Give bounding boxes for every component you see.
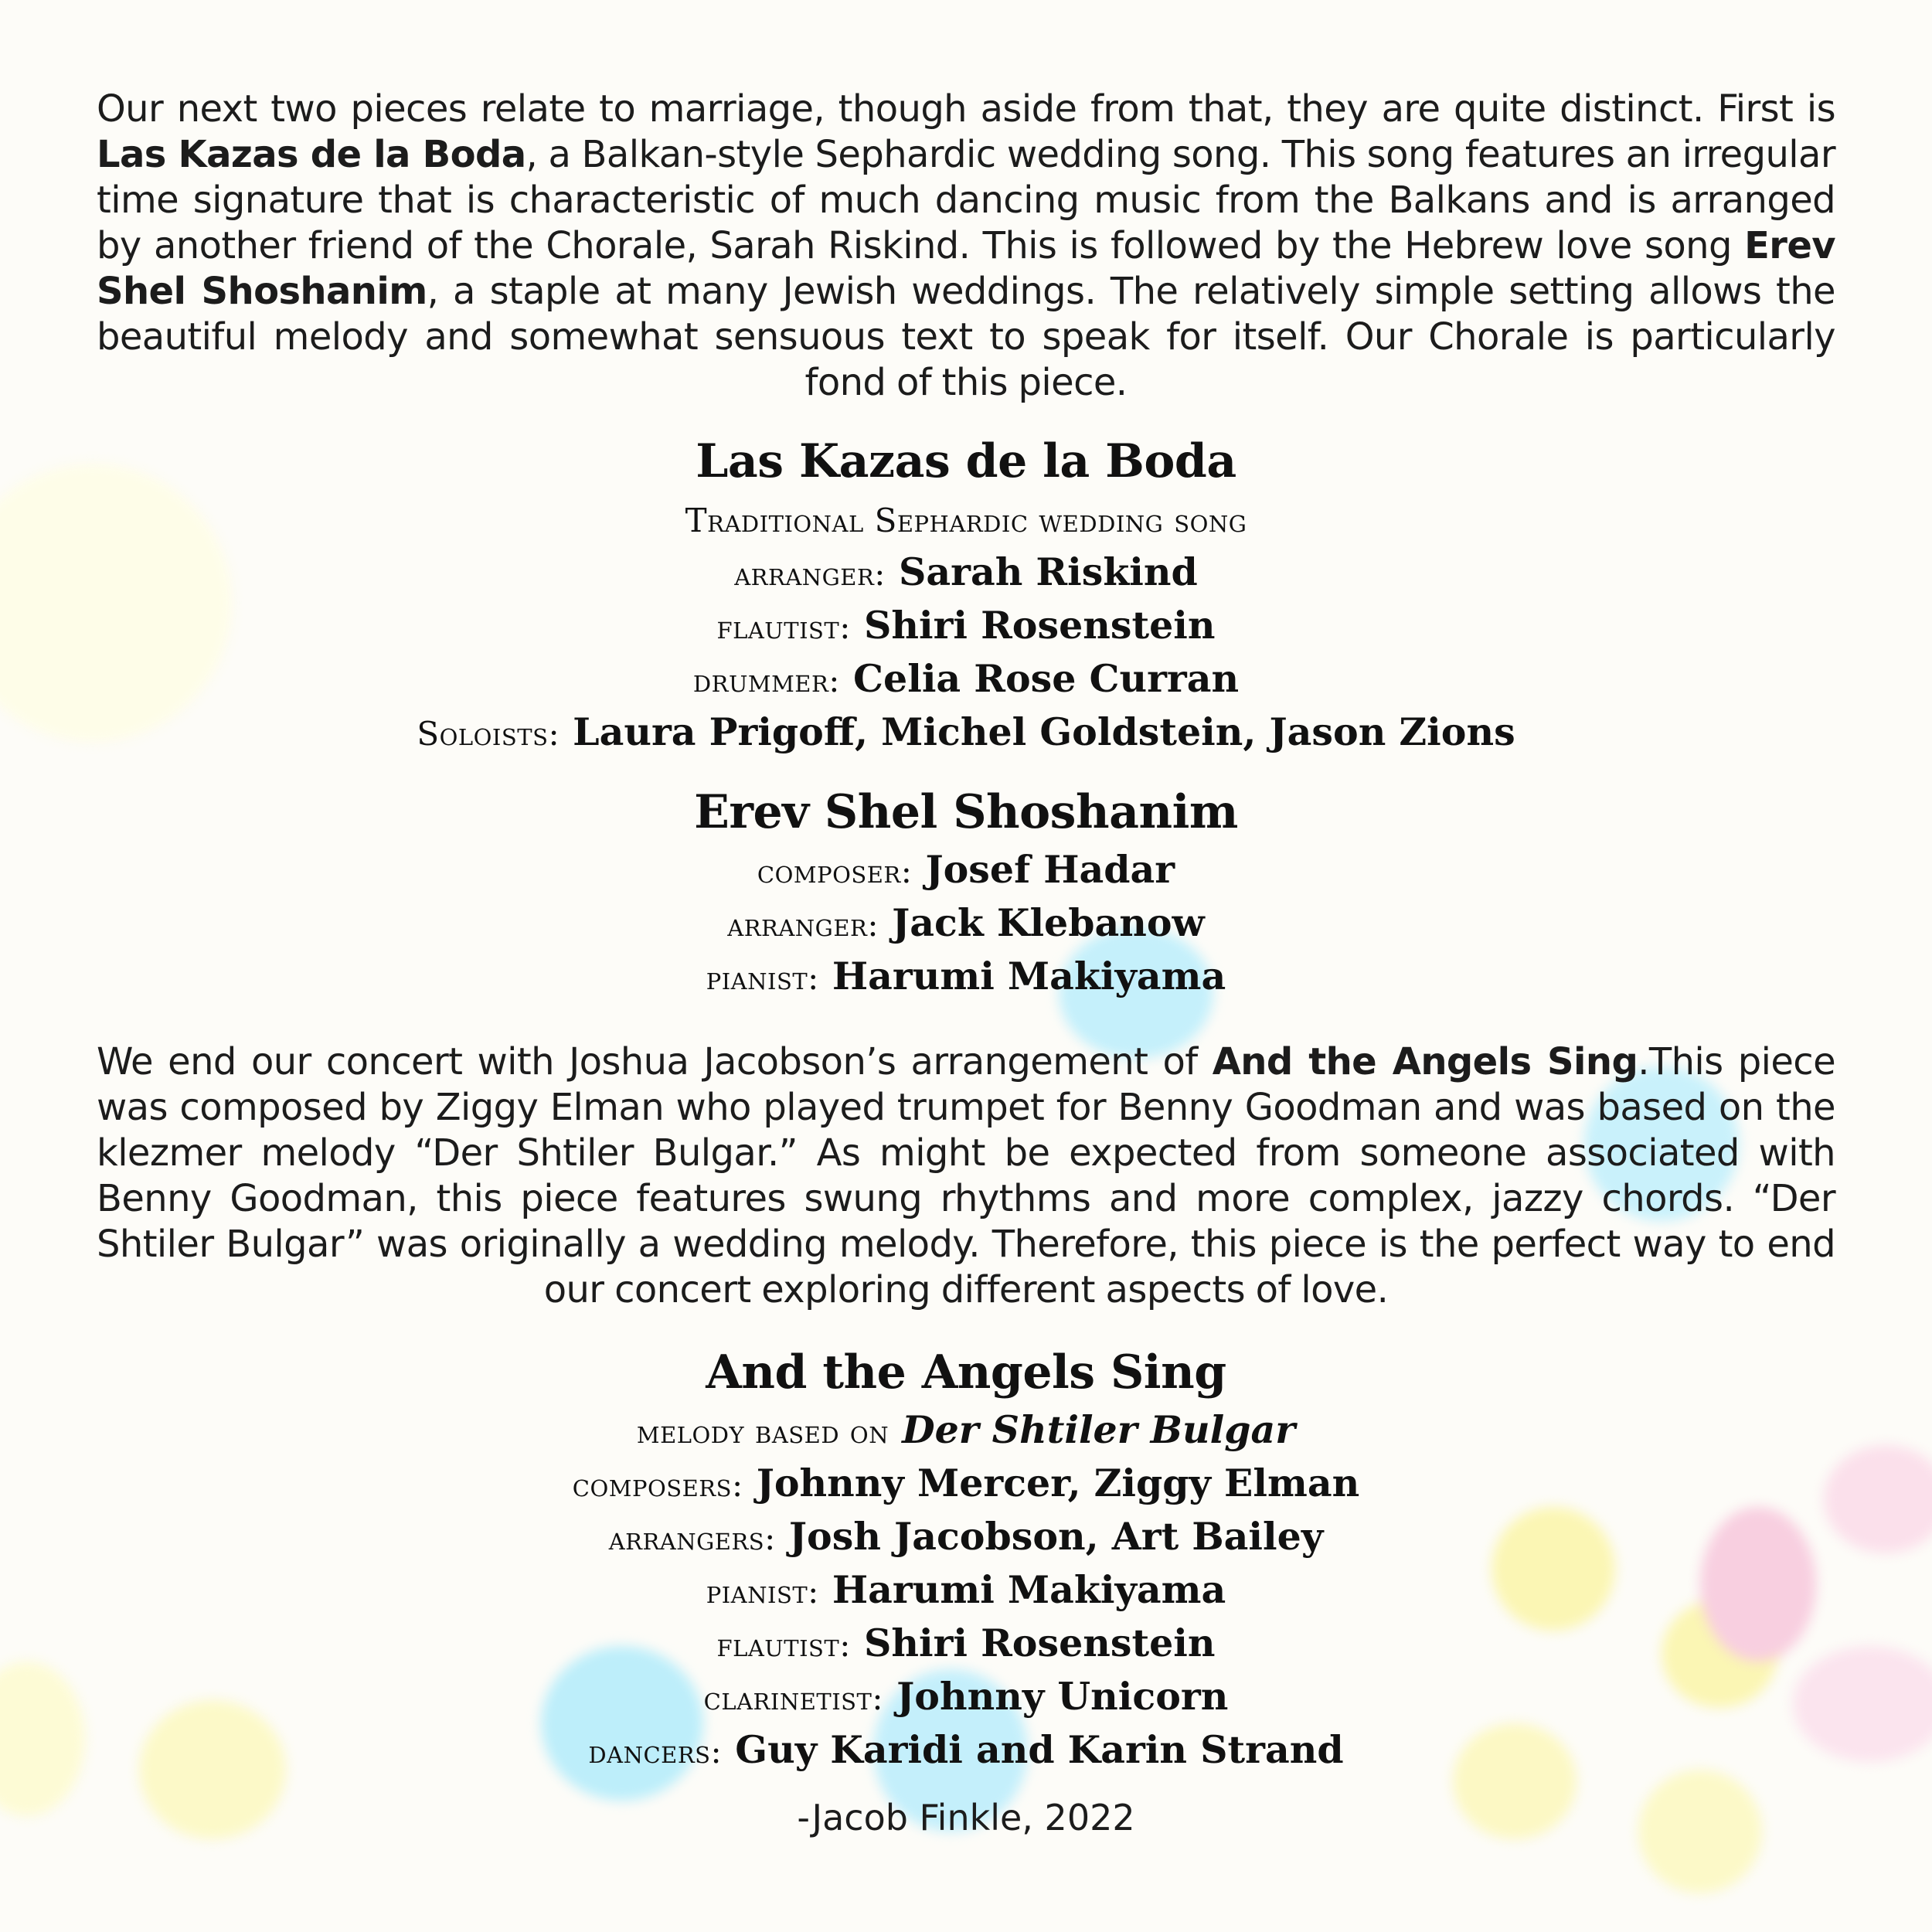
piece-3-credits [0, 1341, 1932, 1777]
credit-name: Harumi Makiyama [832, 954, 1226, 998]
credit-name: Johnny Unicorn [896, 1674, 1229, 1719]
credit-role: composers: [572, 1466, 743, 1504]
credit-line [0, 706, 1932, 760]
credit-line [0, 653, 1932, 706]
credit-line [0, 1617, 1932, 1671]
outro-bold-title: And the Angels Sing [1212, 1040, 1638, 1083]
credit-role: arranger: [727, 906, 879, 944]
outro-text-1: We end our concert with Joshua Jacobson’s arrangement of [97, 1040, 1213, 1083]
intro-paragraph [97, 87, 1835, 406]
credit-name: Shiri Rosenstein [863, 1621, 1216, 1665]
author-signature: -Jacob Finkle, 2022 [797, 1797, 1135, 1838]
credit-name: Laura Prigoff, Michel Goldstein, Jason Zions [573, 709, 1515, 754]
credit-line [0, 1511, 1932, 1564]
credit-line [0, 546, 1932, 600]
piece-1-subtitle [0, 493, 1932, 546]
credit-role: Soloists: [417, 715, 560, 753]
credit-name: Josef Hadar [925, 847, 1175, 892]
intro-text-2: , a Balkan-style Sephardic wedding song. This song features an irregular time signature that is characteristic of much dancing music from the Balkans and is arranged by another friend of the Chorale, Sarah Riskind. This is followed by the Hebrew love song [97, 133, 1835, 267]
intro-bold-title-1: Las Kazas de la Boda [97, 133, 526, 176]
piece-1-subtitle-text: Traditional Sephardic wedding song [685, 502, 1247, 539]
credit-name: Harumi Makiyama [832, 1567, 1226, 1612]
outro-text-2: .This piece was composed by Ziggy Elman who played trumpet for Benny Goodman and was based on the klezmer melody “Der Shtiler Bulgar.” As might be expected from someone associated with Benny Goodman, this piece features swung rhythms and more complex, jazzy chords. “Der Shtiler Bulgar” was originally a wedding melody. Therefore, this piece is the perfect way to end our concert exploring different aspects of love. [97, 1040, 1835, 1311]
credit-role: arranger: [734, 555, 886, 593]
intro-text-3: , a staple at many Jewish weddings. The relatively simple setting allows the beautiful melody and somewhat sensuous text to speak for itself. Our Chorale is particularly fond of this piece. [97, 270, 1835, 404]
credit-line [0, 1671, 1932, 1724]
piece-3-title: And the Angels Sing [706, 1345, 1226, 1400]
intro-bold-title-2: Erev Shel Shoshanim [97, 224, 1835, 313]
credit-name: Celia Rose Curran [853, 656, 1240, 701]
credit-role: clarinetist: [703, 1679, 884, 1717]
credit-line [0, 897, 1932, 951]
credit-name: Shiri Rosenstein [863, 603, 1216, 648]
credit-line [0, 1564, 1932, 1617]
credit-name: Guy Karidi and Karin Strand [735, 1727, 1344, 1772]
credit-role: dancers: [588, 1733, 723, 1770]
credit-role: flautist: [716, 1626, 851, 1664]
outro-paragraph [97, 1039, 1835, 1313]
melody-role: melody based on [636, 1413, 889, 1451]
credit-name: Johnny Mercer, Ziggy Elman [756, 1461, 1360, 1505]
credit-line [0, 951, 1932, 1004]
credit-role: pianist: [706, 1573, 819, 1611]
credit-line [0, 844, 1932, 897]
credit-name: Josh Jacobson, Art Bailey [788, 1514, 1324, 1559]
melody-name: Der Shtiler Bulgar [902, 1407, 1296, 1452]
intro-text-1: Our next two pieces relate to marriage, though aside from that, they are quite distinct. First is [97, 87, 1835, 131]
credit-name: Jack Klebanow [892, 900, 1205, 945]
piece-2-credits [0, 781, 1932, 1004]
credit-line [0, 1724, 1932, 1777]
credit-line [0, 600, 1932, 653]
credit-role: flautist: [716, 608, 851, 646]
credit-role: pianist: [706, 959, 819, 997]
melody-line [0, 1404, 1932, 1458]
piece-2-title: Erev Shel Shoshanim [694, 785, 1238, 839]
piece-1-credits [0, 430, 1932, 760]
credit-name: Sarah Riskind [899, 549, 1198, 594]
piece-1-title: Las Kazas de la Boda [696, 434, 1236, 488]
credit-role: arrangers: [608, 1519, 776, 1557]
credit-line [0, 1458, 1932, 1511]
credit-role: drummer: [692, 662, 840, 699]
credit-role: composer: [757, 852, 913, 890]
